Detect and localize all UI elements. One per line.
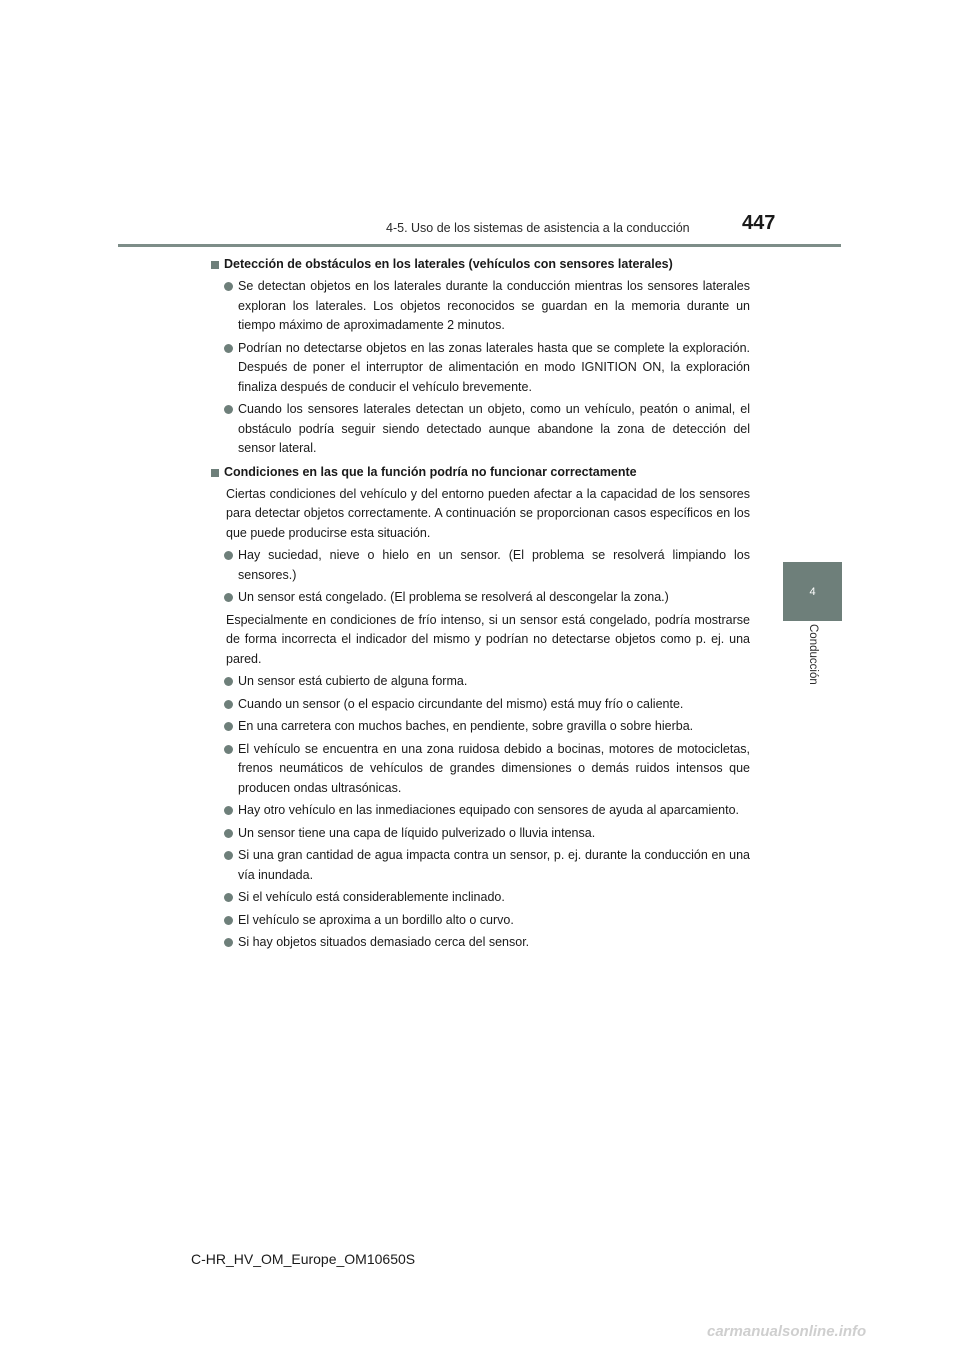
square-bullet-icon — [211, 261, 219, 269]
section-heading — [210, 254, 750, 275]
list-item-text: Cuando un sensor (o el espacio circundante del mismo) está muy frío o caliente. — [238, 696, 684, 711]
chapter-label: Conducción — [806, 624, 819, 685]
list-item — [210, 888, 750, 908]
chapter-tab — [783, 562, 842, 621]
bullet-dot-icon — [224, 916, 233, 925]
list-item-text: Un sensor tiene una capa de líquido pulverizado o lluvia intensa. — [238, 825, 596, 840]
list-item — [210, 933, 750, 953]
list-item — [210, 339, 750, 398]
list-item-text: El vehículo se aproxima a un bordillo alto o curvo. — [238, 912, 514, 927]
bullet-dot-icon — [224, 893, 233, 902]
document-id: C-HR_HV_OM_Europe_OM10650S — [191, 1251, 416, 1267]
bullet-dot-icon — [224, 806, 233, 815]
list-item-text: Un sensor está congelado. (El problema se resolverá al descongelar la zona.) — [238, 590, 669, 604]
bullet-dot-icon — [224, 829, 233, 838]
list-item — [210, 588, 750, 608]
list-item-text: El vehículo se encuentra en una zona ruidosa debido a bocinas, motores de motocicletas, frenos neumáticos de vehículos de grandes dimensiones o demás ruidos intensos que producen ondas ultrasónicas. — [238, 741, 750, 795]
page-header — [0, 0, 960, 250]
section-heading — [210, 462, 750, 483]
list-item — [210, 277, 750, 336]
chapter-number: 4 — [809, 585, 816, 598]
chapter-label-box — [783, 620, 842, 710]
list-item — [210, 801, 750, 821]
page-number: 447 — [742, 212, 776, 234]
list-item-text: Si hay objetos situados demasiado cerca del sensor. — [238, 935, 530, 949]
list-item — [210, 717, 750, 737]
bullet-dot-icon — [224, 551, 233, 560]
list-item-text: Si una gran cantidad de agua impacta contra un sensor, p. ej. durante la conducción en una vía inundada. — [238, 848, 750, 882]
bullet-dot-icon — [224, 851, 233, 860]
list-item — [210, 672, 750, 692]
bullet-dot-icon — [224, 344, 233, 353]
list-item — [210, 846, 750, 885]
bullet-dot-icon — [224, 677, 233, 686]
paragraph: Especialmente en condiciones de frío intenso, si un sensor está congelado, podría mostrarse de forma incorrecta el indicador del mismo y podrían no detectarse objetos como p. ej. una pared. — [226, 612, 750, 666]
list-item-text: Cuando los sensores laterales detectan un objeto, como un vehículo, peatón o animal, el obstáculo podría seguir siendo detectado aunque abandone la zona de detección del sensor lateral. — [238, 402, 750, 455]
bullet-dot-icon — [224, 722, 233, 731]
list-item — [210, 824, 750, 844]
list-item-text: Se detectan objetos en los laterales durante la conducción mientras los sensores laterales exploran los laterales. Los objetos reconocidos se guardan en la memoria durante un tiempo máximo de aproximadamente 2 minutos. — [238, 279, 750, 332]
list-item-text: Hay suciedad, nieve o hielo en un sensor. (El problema se resolverá limpiando los sensores.) — [238, 548, 750, 582]
list-item-text: Podrían no detectarse objetos en las zonas laterales hasta que se complete la exploración. Después de poner el interruptor de alimentación en modo IGNITION ON, la exploración finaliza después de conducir el vehículo brevemente. — [238, 340, 750, 394]
bullet-dot-icon — [224, 700, 233, 709]
bullet-dot-icon — [224, 282, 233, 291]
paragraph: Ciertas condiciones del vehículo y del entorno pueden afectar a la capacidad de los sensores para detectar objetos correctamente. A continuación se proporcionan casos específicos en los que puede producirse esta situación. — [226, 486, 750, 540]
watermark-text: carmanualsonline.info — [707, 1323, 867, 1340]
list-item-text: Un sensor está cubierto de alguna forma. — [238, 674, 468, 688]
list-item-text: Hay otro vehículo en las inmediaciones equipado con sensores de ayuda al aparcamiento. — [238, 803, 740, 817]
square-bullet-icon — [211, 469, 219, 477]
list-item — [210, 911, 750, 931]
bullet-dot-icon — [224, 745, 233, 754]
heading-text: Condiciones en las que la función podría no funcionar correctamente — [224, 464, 637, 479]
list-item-text: En una carretera con muchos baches, en pendiente, sobre gravilla o sobre hierba. — [238, 719, 694, 733]
bullet-dot-icon — [224, 938, 233, 947]
list-item — [210, 400, 750, 459]
list-item — [210, 695, 750, 715]
list-item-text: Si el vehículo está considerablemente inclinado. — [238, 890, 505, 904]
page-content — [210, 254, 750, 956]
header-rule — [118, 244, 841, 247]
section-title: 4-5. Uso de los sistemas de asistencia a la conducción — [386, 221, 690, 235]
list-item — [210, 740, 750, 799]
bullet-dot-icon — [224, 593, 233, 602]
list-item — [210, 546, 750, 585]
heading-text: Detección de obstáculos en los laterales (vehículos con sensores laterales) — [224, 257, 673, 271]
bullet-dot-icon — [224, 405, 233, 414]
